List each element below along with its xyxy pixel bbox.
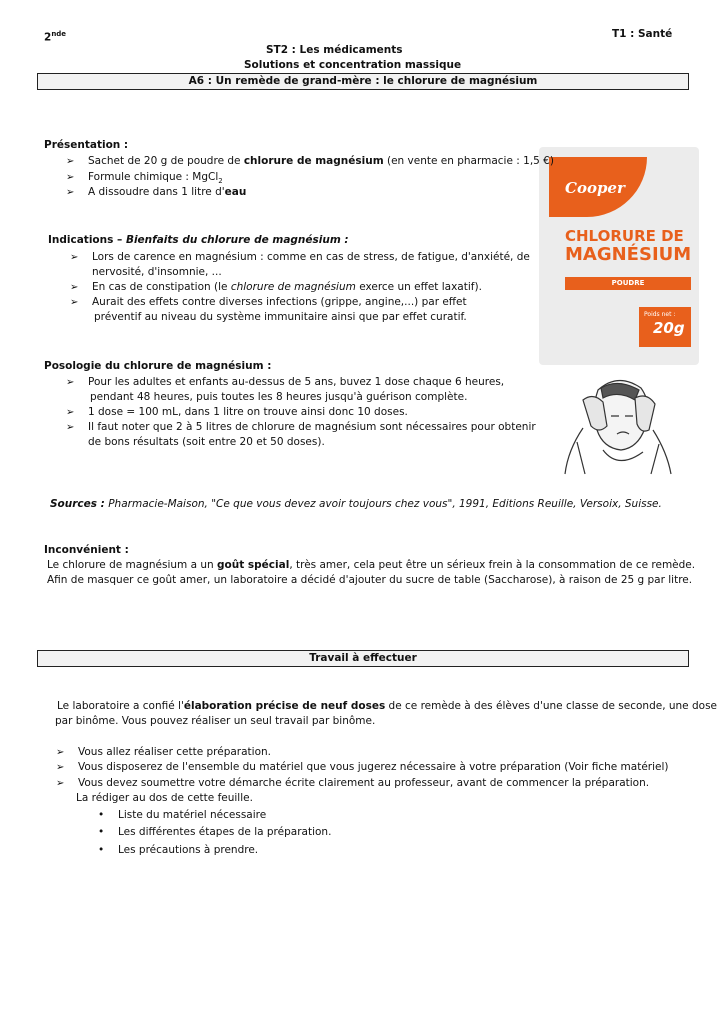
travail-intro-line-2: par binôme. Vous pouvez réaliser un seul travail par binôme.: [55, 715, 376, 727]
travail-item-2: ➢ Vous disposerez de l'ensemble du matériel que vous jugerez nécessaire à votre préparation (Voir fiche matériel): [56, 761, 669, 773]
activity-title-box: [37, 73, 689, 90]
inconvenient-heading: Inconvénient :: [44, 544, 129, 556]
arrow-bullet-icon: ➢: [56, 747, 65, 758]
indications-item-1-cont: nervosité, d'insomnie, ...: [92, 266, 222, 278]
travail-item-3: ➢ Vous devez soumettre votre démarche écrite clairement au professeur, avant de commencer la préparation.: [56, 777, 650, 789]
sources-line: [50, 497, 662, 512]
travail-subitem-3: • Les précautions à prendre.: [98, 844, 259, 856]
travail-item-3-cont: La rédiger au dos de cette feuille.: [76, 792, 253, 804]
presentation-item-1: ➢ Sachet de 20 g de poudre de chlorure de magnésium (en vente en pharmacie : 1,5 €): [66, 155, 554, 167]
dot-bullet-icon: •: [98, 844, 105, 856]
arrow-bullet-icon: ➢: [56, 762, 65, 773]
arrow-bullet-icon: ➢: [56, 778, 65, 789]
arrow-bullet-icon: ➢: [70, 252, 79, 263]
dot-bullet-icon: •: [98, 809, 105, 821]
headache-illustration: [563, 370, 673, 475]
indications-item-3: ➢ Aurait des effets contre diverses infections (grippe, angine,...) par effet: [70, 296, 467, 308]
arrow-bullet-icon: ➢: [66, 156, 75, 167]
theme-label: T1 : Santé: [612, 28, 673, 40]
travail-title: Travail à effectuer: [309, 652, 417, 664]
arrow-bullet-icon: ➢: [66, 422, 75, 433]
sachet-title-line2: MAGNÉSIUM: [565, 244, 692, 265]
arrow-bullet-icon: ➢: [70, 297, 79, 308]
presentation-item-2: ➢ Formule chimique : MgCl$_2$: [66, 171, 223, 186]
posologie-item-2: ➢ 1 dose = 100 mL, dans 1 litre on trouve ainsi donc 10 doses.: [66, 406, 408, 418]
sachet-weight-label: Poids net :: [644, 311, 676, 318]
presentation-heading: Présentation :: [44, 139, 129, 151]
inconvenient-line-1: Le chlorure de magnésium a un goût spécial, très amer, cela peut être un sérieux frein à la consommation de ce remède.: [47, 559, 696, 571]
travail-subitem-2: • Les différentes étapes de la préparation.: [98, 826, 332, 838]
posologie-heading: Posologie du chlorure de magnésium :: [44, 360, 272, 372]
indications-item-3-cont: préventif au niveau du système immunitaire ainsi que par effet curatif.: [94, 311, 467, 323]
indications-item-2: ➢ En cas de constipation (le chlorure de magnésium exerce un effet laxatif).: [70, 281, 482, 293]
travail-subitem-1: • Liste du matériel nécessaire: [98, 809, 267, 821]
posologie-item-1-cont: pendant 48 heures, puis toutes les 8 heures jusqu'à guérison complète.: [90, 391, 468, 403]
arrow-bullet-icon: ➢: [70, 282, 79, 293]
arrow-bullet-icon: ➢: [66, 187, 75, 198]
travail-title-box: [37, 650, 689, 667]
sachet-weight-value: 20g: [653, 319, 685, 337]
activity-title: A6 : Un remède de grand-mère : le chlorure de magnésium: [188, 75, 538, 87]
inconvenient-line-2: Afin de masquer ce goût amer, un laboratoire a décidé d'ajouter du sucre de table (Saccharose), à raison de 25 g par litre.: [47, 574, 693, 586]
arrow-bullet-icon: ➢: [66, 172, 75, 183]
posologie-item-3: ➢ Il faut noter que 2 à 5 litres de chlorure de magnésium sont nécessaires pour obtenir: [66, 421, 536, 433]
posologie-item-3-cont: de bons résultats (soit entre 20 et 50 doses).: [88, 436, 325, 448]
indications-heading: Indications – Bienfaits du chlorure de magnésium :: [48, 234, 349, 246]
sachet-image: [539, 147, 699, 365]
travail-item-1: ➢ Vous allez réaliser cette préparation.: [56, 746, 272, 758]
arrow-bullet-icon: ➢: [66, 377, 75, 388]
level-label: 2nde: [44, 30, 67, 44]
sachet-brand: Cooper: [565, 179, 625, 197]
arrow-bullet-icon: ➢: [66, 407, 75, 418]
sources-text: Pharmacie-Maison, "Ce que vous devez avoir toujours chez vous", 1991, Editions Reuille, Versoix, Suisse.: [104, 498, 662, 510]
indications-item-1: ➢ Lors de carence en magnésium : comme en cas de stress, de fatigue, d'anxiété, de: [70, 251, 530, 263]
sachet-title-line1: CHLORURE DE: [565, 227, 684, 245]
sachet-band: POUDRE: [565, 277, 691, 290]
sources-label: Sources :: [50, 498, 105, 510]
dot-bullet-icon: •: [98, 826, 105, 838]
travail-intro-line-1: Le laboratoire a confié l'élaboration précise de neuf doses de ce remède à des élèves d'une classe de seconde, une dose: [57, 700, 718, 712]
subtitle-1: ST2 : Les médicaments: [266, 44, 403, 56]
presentation-item-3: ➢ A dissoudre dans 1 litre d'eau: [66, 186, 247, 198]
sachet-weight-box: [639, 307, 691, 347]
posologie-item-1: ➢ Pour les adultes et enfants au-dessus de 5 ans, buvez 1 dose chaque 6 heures,: [66, 376, 505, 388]
subtitle-2: Solutions et concentration massique: [244, 59, 462, 71]
